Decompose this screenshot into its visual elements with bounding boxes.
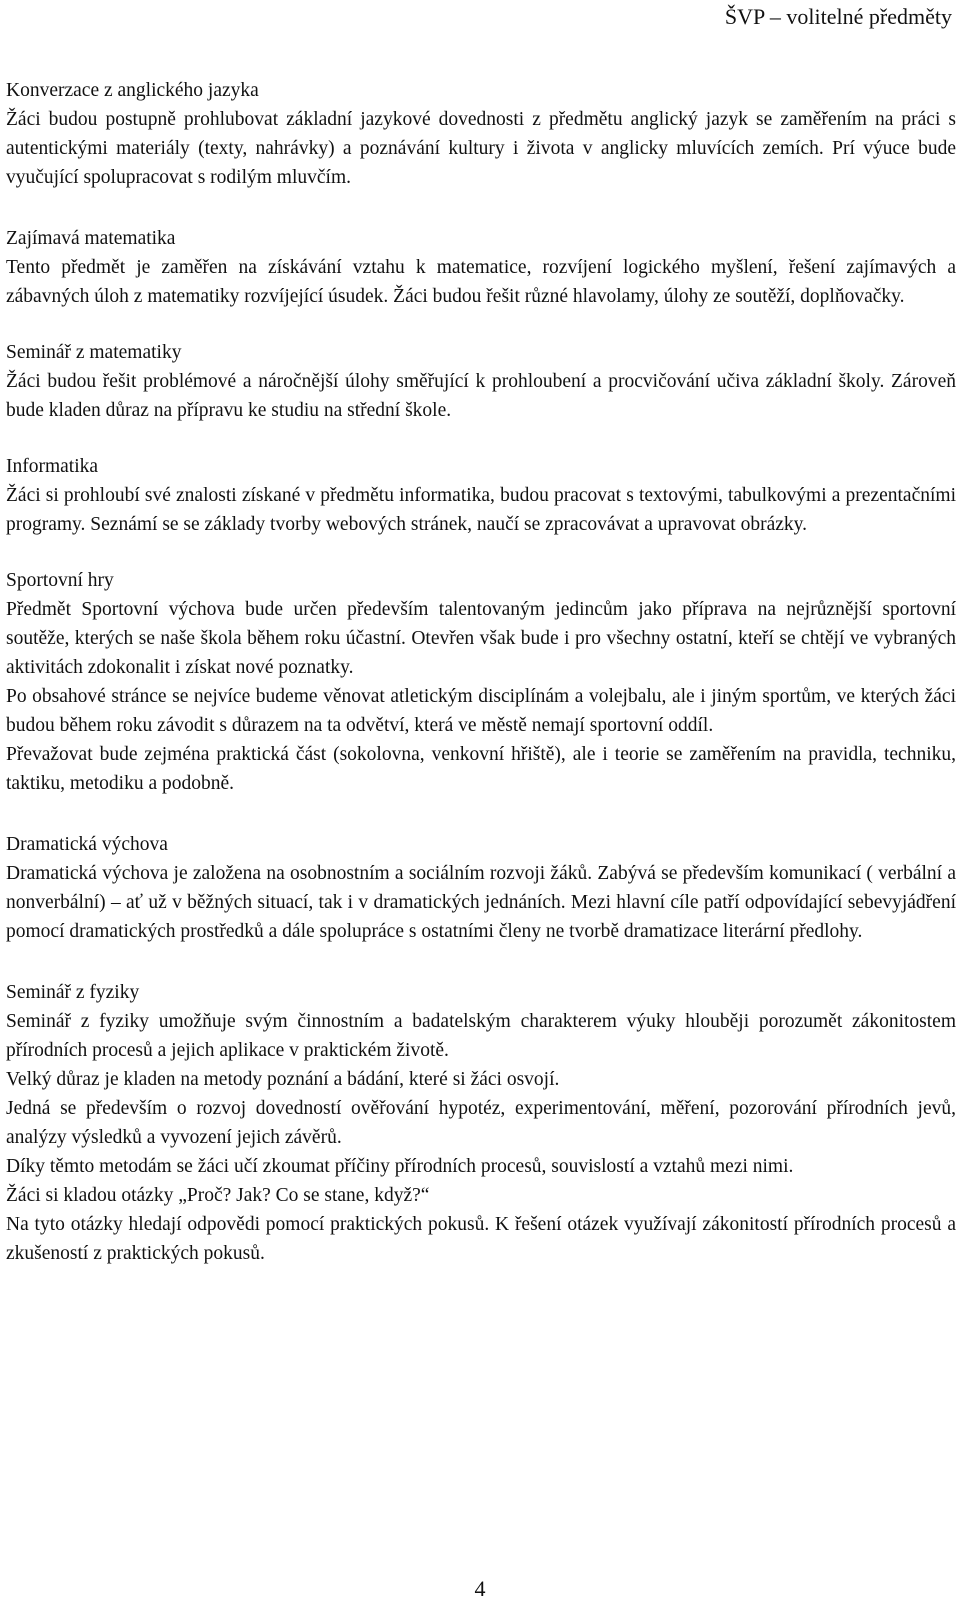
section-informatika	[6, 452, 956, 539]
paragraph: Po obsahové stránce se nejvíce budeme věnovat atletickým disciplínám a volejbalu, ale i jiným sportům, ve kterých žáci budou během roku závodit s důrazem na ta odvětví, která ve městě nemají sportovní oddíl.	[6, 686, 956, 736]
paragraph: Předmět Sportovní výchova bude určen především talentovaným jedincům jako příprava na nejrůznější sportovní soutěže, kterých se naše škola během roku účastní. Otevřen však bude i pro všechny ostatní, kteří se chtějí ve vybraných aktivitách zdokonalit i získat nové poznatky.	[6, 599, 956, 678]
paragraph: Díky těmto metodám se žáci učí zkoumat příčiny přírodních procesů, souvislostí a vztahů mezi nimi.	[6, 1156, 794, 1177]
section-title: Dramatická výchova	[6, 834, 168, 855]
page-header	[725, 4, 952, 30]
page-number: 4	[474, 1576, 486, 1601]
paragraph: Převažovat bude zejména praktická část (sokolovna, venkovní hřiště), ale i teorie se zaměřením na pravidla, techniku, taktiku, metodiku a podobně.	[6, 744, 956, 794]
paragraph: Žáci budou postupně prohlubovat základní jazykové dovednosti z předmětu anglický jazyk se zaměřením na práci s autentickými materiály (texty, nahrávky) a poznávání kultury i života v anglicky mluvících zemích. Prí výuce bude vyučující spolupracovat s rodilým mluvčím.	[6, 109, 956, 188]
paragraph: Dramatická výchova je založena na osobnostním a sociálním rozvoji žáků. Zabývá se především komunikací ( verbální a nonverbální) – ať už v běžných situací, tak i v dramatických jednáních. Mezi hlavní cíle patří odpovídající sebevyjádření pomocí dramatických prostředků a dále spolupráce s ostatními členy ne tvorbě dramatizace literární předlohy.	[6, 863, 956, 942]
section-title: Konverzace z anglického jazyka	[6, 80, 259, 101]
header-title: ŠVP – volitelné předměty	[724, 4, 952, 29]
paragraph: Seminář z fyziky umožňuje svým činnostním a badatelským charakterem výuky hlouběji porozumět zákonitostem přírodních procesů a jejich aplikace v praktickém životě.	[6, 1011, 956, 1061]
paragraph: Tento předmět je zaměřen na získávání vztahu k matematice, rozvíjení logického myšlení, řešení zajímavých a zábavných úloh z matematiky rozvíjející úsudek. Žáci budou řešit různé hlavolamy, úlohy ze soutěží, doplňovačky.	[6, 257, 956, 307]
section-title: Sportovní hry	[6, 570, 114, 591]
section-seminar-matematika	[6, 338, 956, 425]
section-dramaticka-vychova	[6, 830, 956, 946]
section-konverzace	[6, 76, 956, 192]
section-title: Informatika	[6, 456, 99, 477]
section-seminar-fyzika	[6, 978, 956, 1268]
paragraph: Žáci si kladou otázky „Proč? Jak? Co se stane, když?“	[6, 1185, 430, 1206]
paragraph: Žáci si prohloubí své znalosti získané v předmětu informatika, budou pracovat s textovými, tabulkovými a prezentačními programy. Seznámí se se základy tvorby webových stránek, naučí se zpracovávat a upravovat obrázky.	[6, 485, 956, 535]
section-zajimava-matematika	[6, 224, 956, 311]
section-title: Seminář z fyziky	[6, 982, 140, 1003]
section-title: Seminář z matematiky	[6, 342, 182, 363]
paragraph: Na tyto otázky hledají odpovědi pomocí praktických pokusů. K řešení otázek využívají zákonitostí přírodních procesů a zkušeností z praktických pokusů.	[6, 1214, 956, 1264]
document-body	[6, 76, 956, 1300]
paragraph: Velký důraz je kladen na metody poznání a bádání, které si žáci osvojí.	[6, 1069, 560, 1090]
paragraph: Žáci budou řešit problémové a náročnější úlohy směřující k prohloubení a procvičování učiva základní školy. Zároveň bude kladen důraz na přípravu ke studiu na střední škole.	[6, 371, 956, 421]
paragraph: Jedná se především o rozvoj dovedností ověřování hypotéz, experimentování, měření, pozorování přírodních jevů, analýzy výsledků a vyvození jejich závěrů.	[6, 1098, 956, 1148]
section-title: Zajímavá matematika	[6, 228, 176, 249]
section-sportovni-hry	[6, 566, 956, 798]
